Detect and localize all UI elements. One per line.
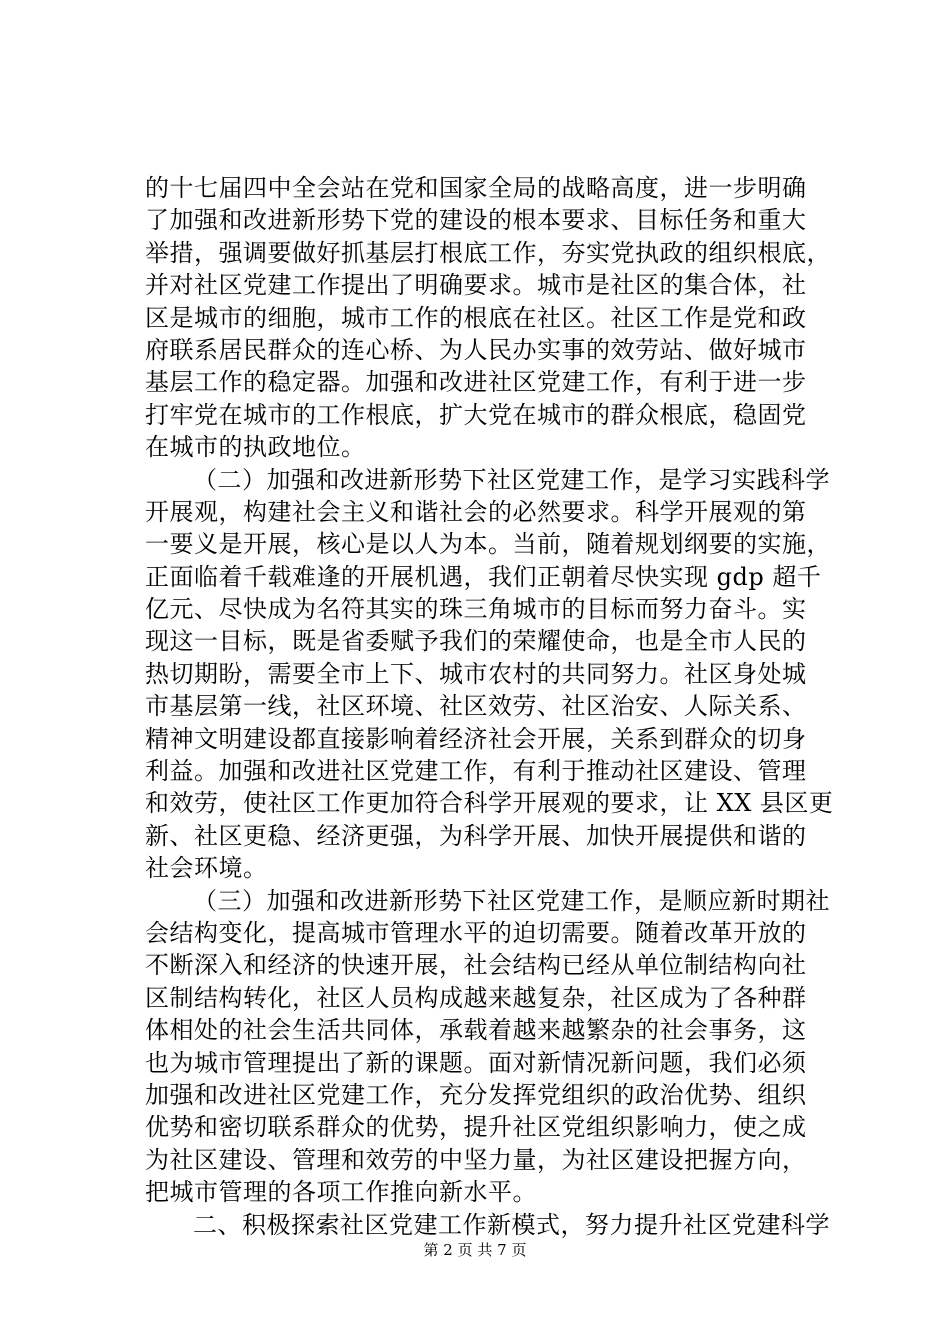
text-line: 亿元、尽快成为名符其实的珠三角城市的目标而努力奋斗。实 xyxy=(145,595,807,624)
section-heading-part-2: 二、积极探索社区党建工作新模式，努力提升社区党建科学 xyxy=(193,1210,830,1239)
text-line: 现这一目标，既是省委赋予我们的荣耀使命，也是全市人民的 xyxy=(145,627,807,656)
body-text xyxy=(145,172,835,1241)
text-line: 不断深入和经济的快速开展，社会结构已经从单位制结构向社 xyxy=(145,951,807,980)
text-line: 和效劳，使社区工作更加符合科学开展观的要求，让 XX 县区更 xyxy=(145,789,834,818)
text-line: 体相处的社会生活共同体，承载着越来越繁杂的社会事务，这 xyxy=(145,1016,807,1045)
text-line: 在城市的执政地位。 xyxy=(145,433,366,462)
text-line: 优势和密切联系群众的优势，提升社区党组织影响力，使之成 xyxy=(145,1113,807,1142)
text-line: 新、社区更稳、经济更强，为科学开展、加快开展提供和谐的 xyxy=(145,821,807,850)
text-line: 的十七届四中全会站在党和国家全局的战略高度，进一步明确 xyxy=(145,174,807,202)
text-line: 区是城市的细胞，城市工作的根底在社区。社区工作是党和政 xyxy=(145,303,807,332)
text-line: 并对社区党建工作提出了明确要求。城市是社区的集合体，社 xyxy=(145,271,807,300)
text-line: 举措，强调要做好抓基层打根底工作，夯实党执政的组织根底， xyxy=(145,238,831,267)
text-line: 市基层第一线，社区环境、社区效劳、社区治安、人际关系、 xyxy=(145,692,807,721)
text-line: 把城市管理的各项工作推向新水平。 xyxy=(145,1178,537,1207)
text-line: 府联系居民群众的连心桥、为人民办实事的效劳站、做好城市 xyxy=(145,335,807,364)
text-line: 利益。加强和改进社区党建工作，有利于推动社区建设、管理 xyxy=(145,757,807,786)
text-line: 精神文明建设都直接影响着经济社会开展，关系到群众的切身 xyxy=(145,724,807,753)
page-number-footer: 第 2 页 共 7 页 xyxy=(423,1241,527,1259)
text-line: 加强和改进社区党建工作，充分发挥党组织的政治优势、组织 xyxy=(145,1080,807,1109)
text-line: 为社区建设、管理和效劳的中坚力量，为社区建设把握方向， xyxy=(145,1145,807,1174)
section-heading-3: （三）加强和改进新形势下社区党建工作，是顺应新时期社 xyxy=(193,886,830,915)
text-line: 基层工作的稳定器。加强和改进社区党建工作，有利于进一步 xyxy=(145,368,807,397)
text-line: 一要义是开展，核心是以人为本。当前，随着规划纲要的实施， xyxy=(145,530,831,559)
text-line: 会结构变化，提高城市管理水平的迫切需要。随着改革开放的 xyxy=(145,918,807,947)
text-line: 了加强和改进新形势下党的建设的根本要求、目标任务和重大 xyxy=(145,206,807,235)
text-line: 正面临着千载难逢的开展机遇，我们正朝着尽快实现 gdp 超千 xyxy=(145,562,822,591)
text-line: 区制结构转化，社区人员构成越来越复杂，社区成为了各种群 xyxy=(145,983,807,1012)
text-line: 也为城市管理提出了新的课题。面对新情况新问题，我们必须 xyxy=(145,1048,807,1077)
section-heading-2: （二）加强和改进新形势下社区党建工作，是学习实践科学 xyxy=(193,465,830,494)
text-line: 热切期盼，需要全市上下、城市农村的共同努力。社区身处城 xyxy=(145,659,807,688)
text-line: 社会环境。 xyxy=(145,854,268,883)
text-line: 打牢党在城市的工作根底，扩大党在城市的群众根底，稳固党 xyxy=(145,400,807,429)
text-line: 开展观，构建社会主义和谐社会的必然要求。科学开展观的第 xyxy=(145,497,807,526)
